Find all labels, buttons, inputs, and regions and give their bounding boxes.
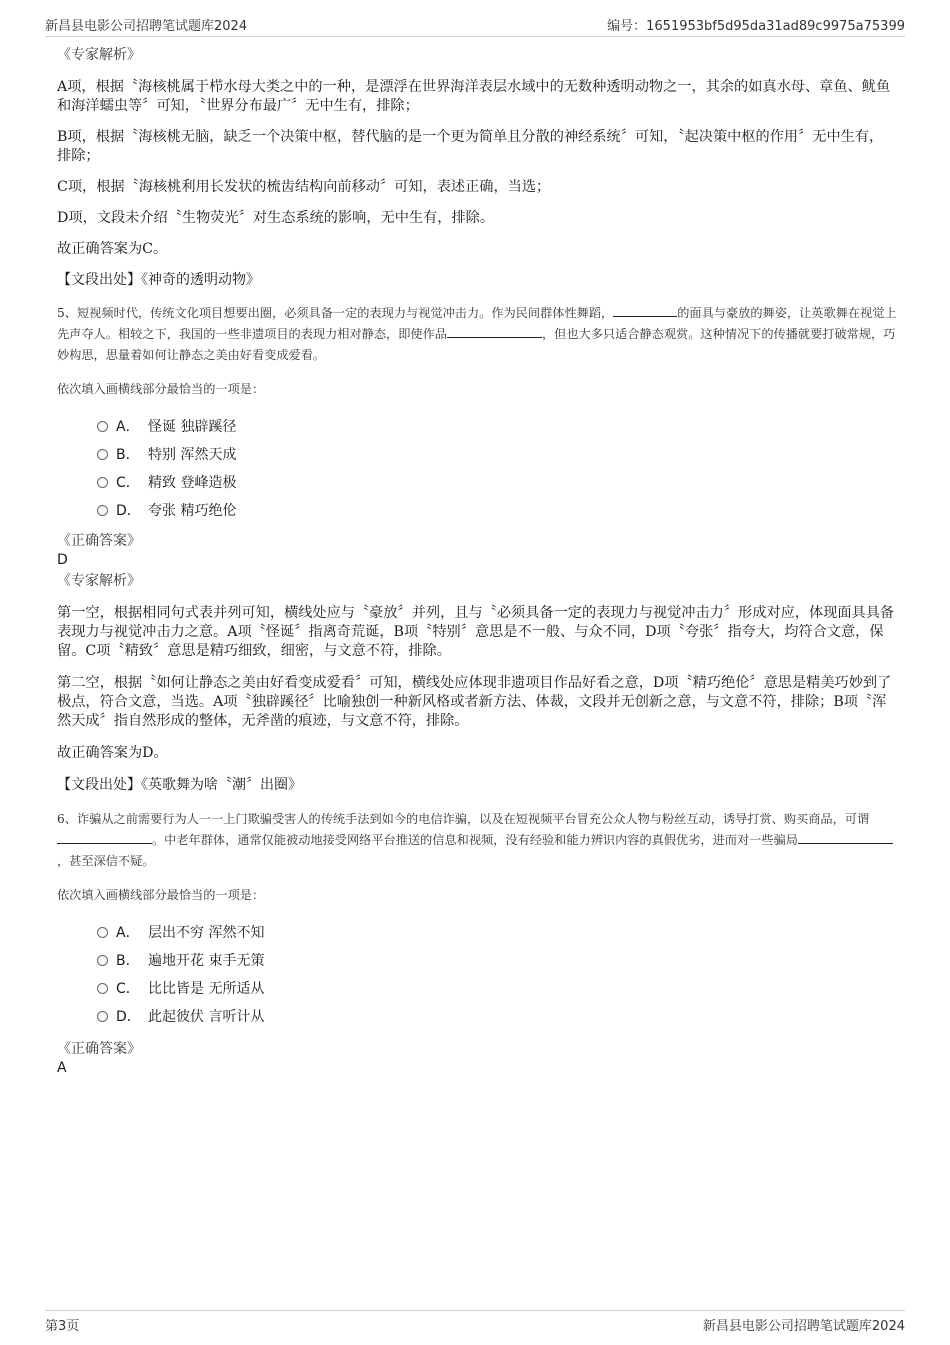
radio-icon[interactable] — [97, 449, 108, 460]
correct-answer: D — [57, 552, 68, 568]
option-a[interactable]: A． 怪诞 独辟蹊径 — [97, 412, 897, 440]
page-footer — [45, 1310, 905, 1335]
page-number: 第3页 — [45, 1318, 80, 1334]
fill-blank — [798, 831, 893, 844]
stem-text: 5、短视频时代，传统文化项目想要出圈，必须具备一定的表现力与视觉冲击力。作为民间群体性舞蹈， — [57, 306, 614, 320]
page-header — [45, 14, 905, 37]
analysis-paragraph: C项，根据〝海核桃利用长发状的梳齿结构向前移动〞可知，表述正确，当选； — [57, 179, 551, 195]
radio-icon[interactable] — [97, 477, 108, 488]
source-citation: 【文段出处】《英歌舞为啥〝潮〞出圈》 — [57, 777, 302, 793]
fill-blank — [57, 831, 152, 844]
footer-title: 新昌县电影公司招聘笔试题库2024 — [702, 1318, 905, 1334]
radio-icon[interactable] — [97, 983, 108, 994]
fill-blank — [613, 304, 677, 317]
expert-analysis-label: 《专家解析》 — [57, 47, 141, 63]
analysis-paragraph: D项，文段未介绍〝生物荧光〞对生态系统的影响，无中生有，排除。 — [57, 210, 495, 226]
fill-blank — [447, 325, 542, 338]
stem-text: 。中老年群体，通常仅能被动地接受网络平台推送的信息和视频，没有经验和能力辨识内容的真假优劣，进而对一些骗局 — [152, 833, 798, 847]
expert-analysis-label: 《专家解析》 — [57, 573, 141, 589]
question-prompt: 依次填入画横线部分最恰当的一项是： — [57, 382, 265, 396]
question-stem — [57, 303, 897, 366]
answer-conclusion: 故正确答案为C。 — [57, 241, 168, 257]
question-stem — [57, 809, 897, 872]
correct-answer-label: 《正确答案》 — [57, 1041, 141, 1057]
option-b[interactable]: B． 遍地开花 束手无策 — [97, 946, 897, 974]
option-c[interactable]: C． 比比皆是 无所适从 — [97, 974, 897, 1002]
analysis-paragraph: 第二空，根据〝如何让静态之美由好看变成爱看〞可知，横线处应体现非遗项目作品好看之意，D项〝精巧绝伦〞意思是精美巧妙到了极点，符合文意，当选。A项〝独辟蹊径〞比喻独创一种新风格或者新方法、体裁，文段并无创新之意，与文意不符，排除；B项〝浑然天成〞指自然形成的整体，无斧凿的痕迹，与文意不符，排除。 — [57, 675, 892, 729]
stem-text: 的面具与豪放的舞姿，让英歌舞在视觉上先声夺人。相较之下，我国的一些非遗项目的表现力相对静态，即使作品 — [57, 306, 897, 341]
option-d[interactable]: D． 此起彼伏 言听计从 — [97, 1002, 897, 1030]
analysis-paragraph: 第一空，根据相同句式表并列可知，横线处应与〝豪放〞并列，且与〝必须具备一定的表现力与视觉冲击力〞形成对应，体现面具具备表现力与视觉冲击力之意。A项〝怪诞〞指离奇荒诞，B项〝特别〞意思是不一般、与众不同，D项〝夸张〞指夸大，均符合文意，保留。C项〝精致〞意思是精巧细致，细密，与文意不符，排除。 — [57, 605, 895, 659]
stem-text: 6、诈骗从之前需要行为人一一上门欺骗受害人的传统手法到如今的电信诈骗，以及在短视频平台冒充公众人物与粉丝互动，诱导打赏、购买商品，可谓 — [57, 812, 870, 826]
radio-icon[interactable] — [97, 955, 108, 966]
analysis-paragraph: B项，根据〝海核桃无脑，缺乏一个决策中枢，替代脑的是一个更为简单且分散的神经系统〞可知，〝起决策中枢的作用〞无中生有，排除； — [57, 129, 884, 164]
option-c[interactable]: C． 精致 登峰造极 — [97, 468, 897, 496]
options-list — [57, 412, 897, 524]
question-prompt: 依次填入画横线部分最恰当的一项是： — [57, 888, 265, 902]
header-title: 新昌县电影公司招聘笔试题库2024 — [45, 18, 248, 34]
option-a[interactable]: A． 层出不穷 浑然不知 — [97, 918, 897, 946]
options-list — [57, 918, 897, 1030]
radio-icon[interactable] — [97, 1011, 108, 1022]
radio-icon[interactable] — [97, 505, 108, 516]
option-b[interactable]: B． 特别 浑然天成 — [97, 440, 897, 468]
correct-answer: A — [57, 1060, 67, 1076]
page-content — [57, 44, 897, 1077]
stem-text: ，甚至深信不疑。 — [57, 854, 155, 868]
analysis-paragraph: A项，根据〝海核桃属于栉水母大类之中的一种，是漂浮在世界海洋表层水域中的无数种透明动物之一，其余的如真水母、章鱼、鱿鱼和海洋蠕虫等〞可知，〝世界分布最广〞无中生有，排除； — [57, 79, 891, 114]
radio-icon[interactable] — [97, 927, 108, 938]
radio-icon[interactable] — [97, 421, 108, 432]
header-doc-id: 编号：1651953bf5d95da31ad89c9975a75399 — [607, 18, 905, 34]
correct-answer-label: 《正确答案》 — [57, 533, 141, 549]
answer-conclusion: 故正确答案为D。 — [57, 745, 168, 761]
option-d[interactable]: D． 夸张 精巧绝伦 — [97, 496, 897, 524]
source-citation: 【文段出处】《神奇的透明动物》 — [57, 272, 260, 288]
stem-text: ，但也大多只适合静态观赏。这种情况下的传播就要打破常规，巧妙构思，思量着如何让静态之美由好看变成爱看。 — [57, 327, 896, 362]
